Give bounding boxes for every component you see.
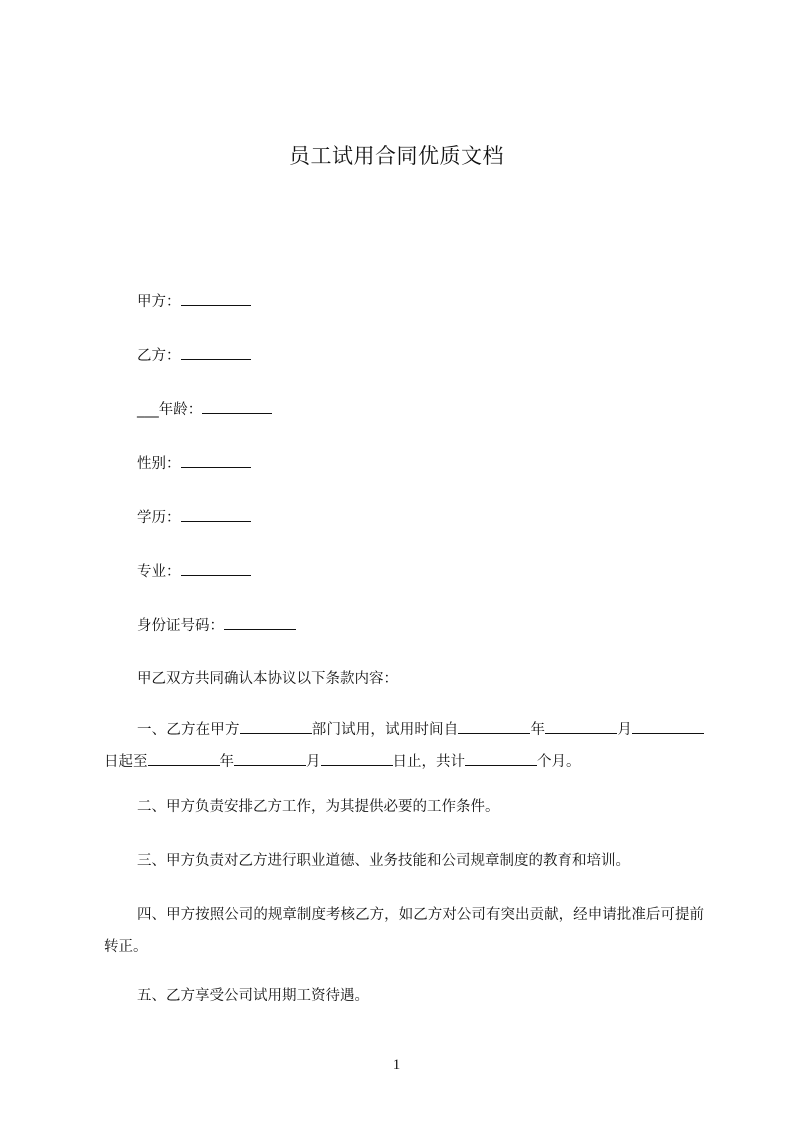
intro-paragraph: 甲乙双方共同确认本协议以下条款内容： bbox=[137, 671, 398, 687]
major-blank bbox=[181, 561, 251, 576]
end-month-blank bbox=[234, 751, 306, 766]
education-blank bbox=[181, 507, 251, 522]
education-field bbox=[137, 507, 251, 528]
party-b-field bbox=[137, 345, 251, 366]
clause-1-part2: 部门试用，试用时间自 bbox=[311, 722, 459, 738]
clause-1-part1: 一、乙方在甲方 bbox=[137, 722, 240, 738]
education-label: 学历： bbox=[137, 510, 181, 526]
party-a-blank bbox=[181, 291, 251, 306]
clause-1-part8: 日止，共计 bbox=[392, 754, 465, 770]
age-blank bbox=[202, 399, 272, 414]
id-number-blank bbox=[224, 615, 296, 630]
department-blank bbox=[240, 719, 312, 734]
end-year-blank bbox=[148, 751, 220, 766]
party-a-field bbox=[137, 291, 251, 312]
party-b-blank bbox=[181, 345, 251, 360]
id-number-field bbox=[137, 615, 296, 636]
clause-5: 五、乙方享受公司试用期工资待遇。 bbox=[137, 988, 369, 1004]
page-number: 1 bbox=[392, 1057, 401, 1073]
party-a-label: 甲方： bbox=[137, 294, 181, 310]
major-label: 专业： bbox=[137, 564, 181, 580]
clause-3: 三、甲方负责对乙方进行职业道德、业务技能和公司规章制度的教育和培训。 bbox=[137, 853, 630, 869]
clause-2: 二、甲方负责安排乙方工作，为其提供必要的工作条件。 bbox=[137, 799, 500, 815]
gender-label: 性别： bbox=[137, 456, 181, 472]
gender-field bbox=[137, 453, 251, 474]
total-months-blank bbox=[465, 751, 537, 766]
end-day-blank bbox=[321, 751, 393, 766]
clause-1-part7: 月 bbox=[306, 754, 321, 770]
clause-1-part4: 月 bbox=[617, 722, 633, 738]
clause-1-part6: 年 bbox=[219, 754, 234, 770]
age-prefix: ___ bbox=[137, 402, 159, 418]
clause-1 bbox=[104, 714, 704, 778]
document-title: 员工试用合同优质文档 bbox=[289, 144, 504, 168]
start-day-blank bbox=[632, 719, 704, 734]
clause-1-part9: 个月。 bbox=[537, 754, 581, 770]
id-number-label: 身份证号码： bbox=[137, 618, 224, 634]
party-b-label: 乙方： bbox=[137, 348, 181, 364]
gender-blank bbox=[181, 453, 251, 468]
age-label: 年龄： bbox=[158, 402, 203, 418]
clause-1-part3: 年 bbox=[530, 722, 546, 738]
clause-1-part5: 日起至 bbox=[104, 754, 148, 770]
major-field bbox=[137, 561, 251, 582]
age-field bbox=[137, 399, 272, 420]
start-month-blank bbox=[545, 719, 617, 734]
clause-4: 四、甲方按照公司的规章制度考核乙方，如乙方对公司有突出贡献，经申请批准后可提前转正。 bbox=[104, 907, 704, 955]
start-year-blank bbox=[458, 719, 530, 734]
